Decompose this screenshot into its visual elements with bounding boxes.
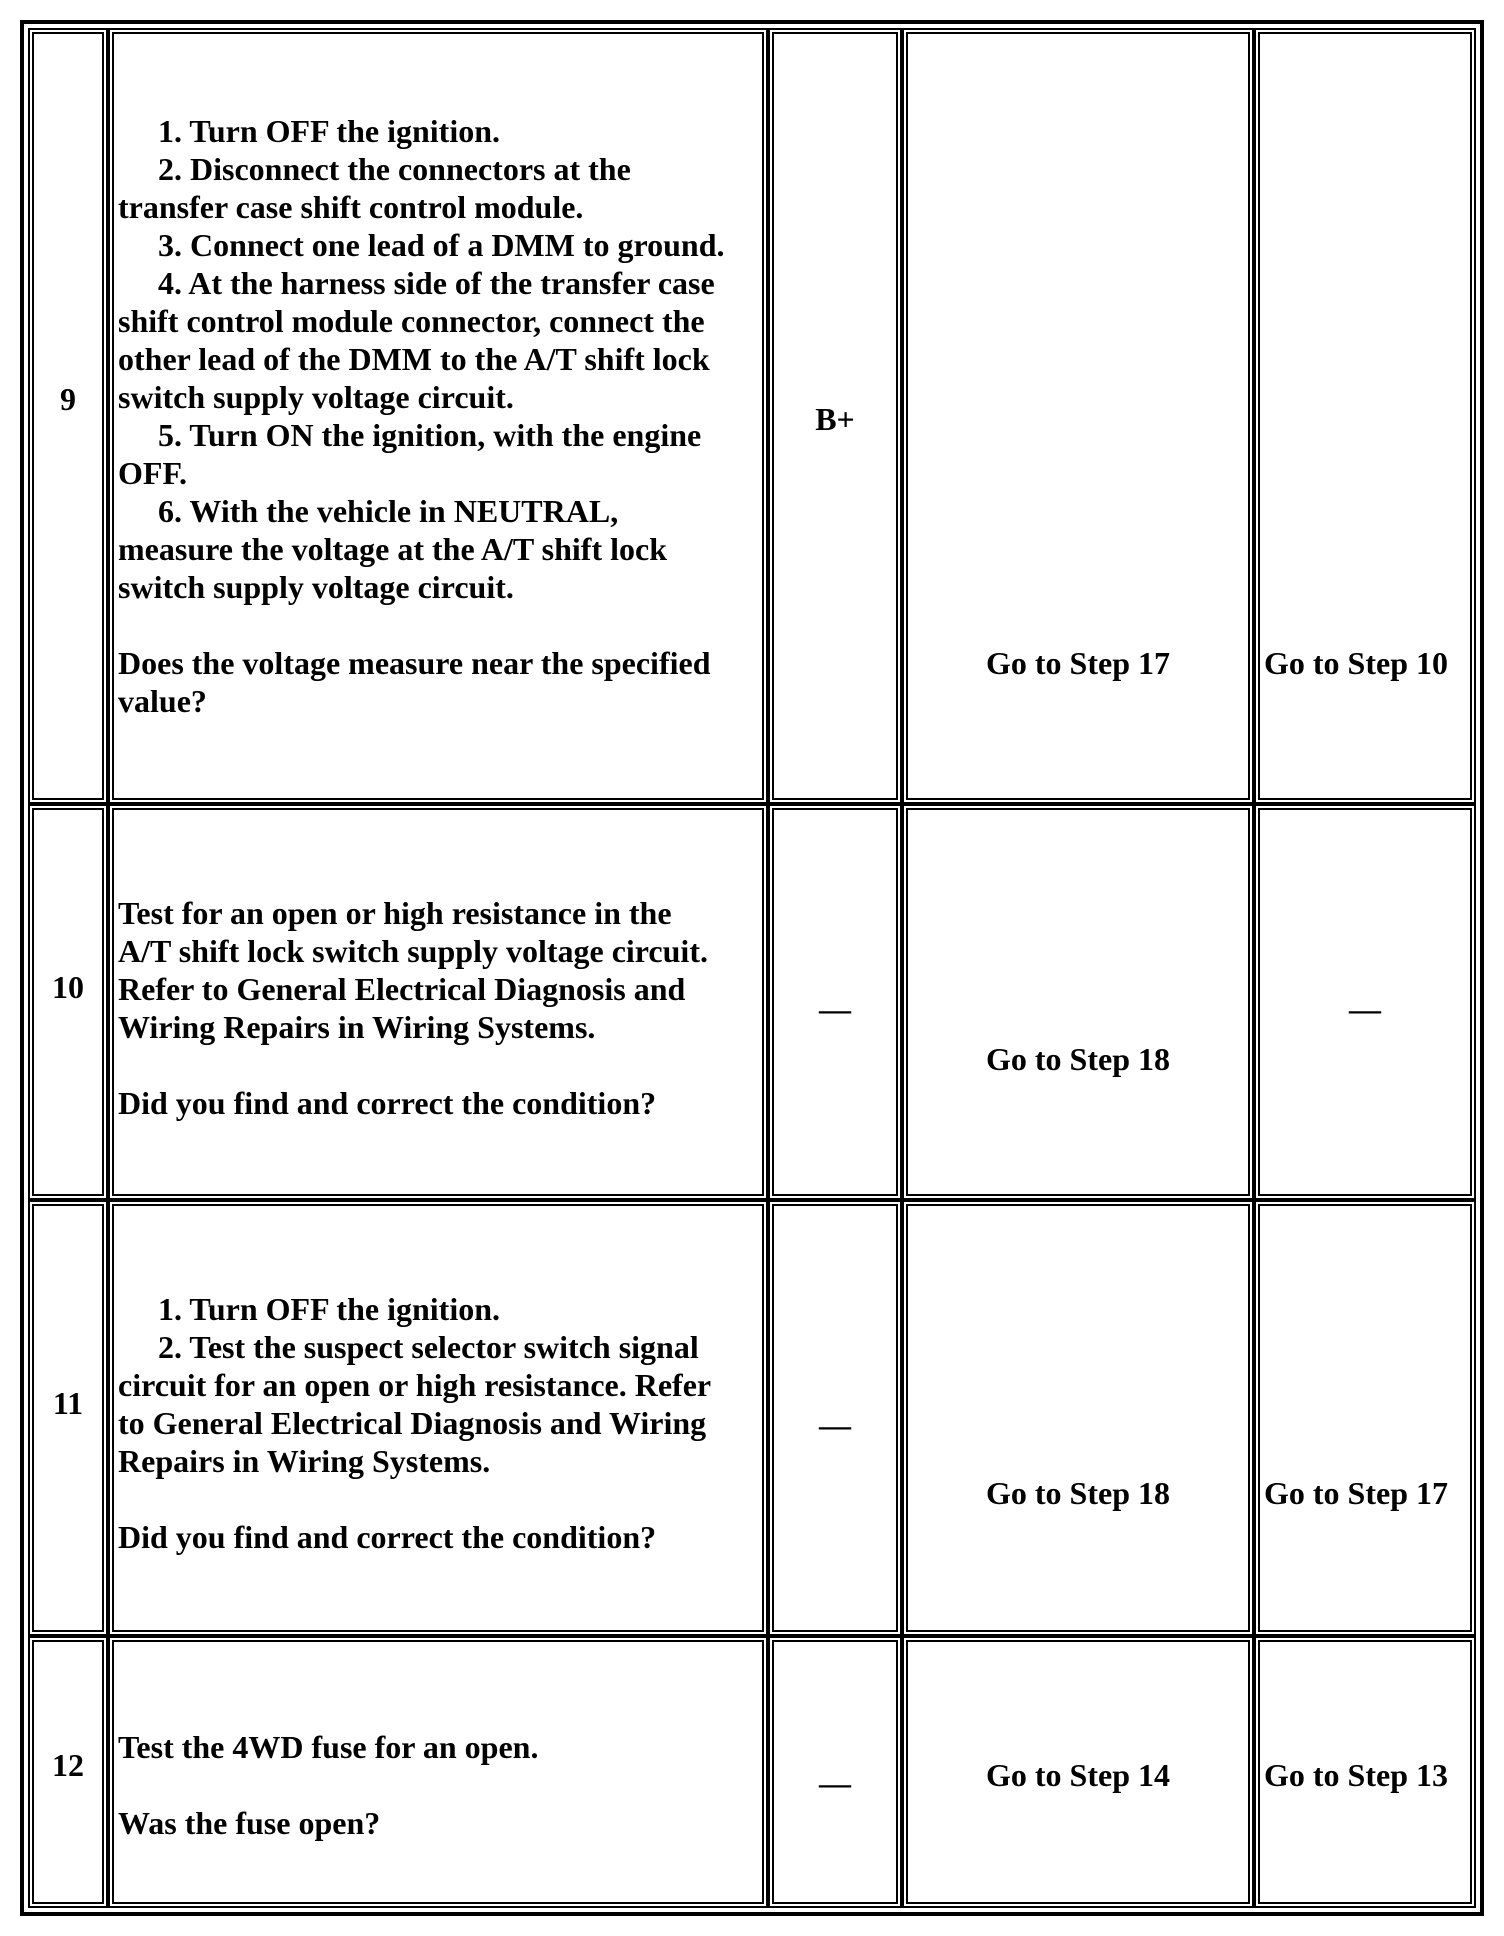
action-line: Did you find and correct the condition? — [118, 1519, 657, 1555]
value-text: — — [819, 1407, 851, 1443]
action-line: 4. At the harness side of the transfer case — [158, 265, 715, 301]
step-number: 9 — [60, 381, 76, 417]
action-line: 5. Turn ON the ignition, with the engine — [158, 417, 702, 453]
action-line: 1. Turn OFF the ignition. — [158, 1291, 500, 1327]
value-text: — — [819, 991, 851, 1027]
yes-goto-link[interactable]: Go to Step 18 — [986, 1475, 1170, 1511]
action-line: OFF. — [118, 455, 188, 491]
value-text: B+ — [815, 401, 855, 437]
action-line: to General Electrical Diagnosis and Wiring — [118, 1405, 707, 1441]
yes-goto-link[interactable]: Go to Step 17 — [986, 645, 1170, 681]
yes-cell — [902, 1200, 1254, 1636]
action-line: shift control module connector, connect the — [118, 303, 705, 339]
action-text — [118, 1290, 711, 1556]
yes-goto-link[interactable]: Go to Step 14 — [986, 1757, 1170, 1793]
action-line — [118, 1046, 708, 1084]
action-line: Test for an open or high resistance in the — [118, 895, 672, 931]
action-text — [118, 894, 708, 1122]
action-line: switch supply voltage circuit. — [118, 379, 514, 415]
action-line — [118, 1766, 538, 1804]
action-line: Test the 4WD fuse for an open. — [118, 1729, 539, 1765]
action-line: circuit for an open or high resistance. Refer — [118, 1367, 712, 1403]
action-line: A/T shift lock switch supply voltage circuit. — [118, 933, 708, 969]
action-line: 6. With the vehicle in NEUTRAL, — [158, 493, 619, 529]
step-number: 12 — [52, 1747, 84, 1783]
step-number: 11 — [52, 1385, 84, 1421]
action-text — [118, 1728, 538, 1842]
action-line: Was the fuse open? — [118, 1805, 381, 1841]
yes-cell — [902, 804, 1254, 1200]
action-line: Refer to General Electrical Diagnosis and — [118, 971, 686, 1007]
action-line: 1. Turn OFF the ignition. — [158, 113, 500, 149]
action-line — [118, 1480, 711, 1518]
no-goto-link[interactable]: Go to Step 10 — [1264, 645, 1448, 681]
value-text: — — [819, 1765, 851, 1801]
no-goto-text: — — [1349, 991, 1381, 1027]
no-cell — [1254, 28, 1476, 804]
action-line: Wiring Repairs in Wiring Systems. — [118, 1009, 596, 1045]
yes-cell — [902, 28, 1254, 804]
action-line: other lead of the DMM to the A/T shift lock — [118, 341, 710, 377]
action-line: Does the voltage measure near the specified — [118, 645, 711, 681]
action-text — [118, 112, 725, 720]
action-line: value? — [118, 683, 207, 719]
action-line: 2. Test the suspect selector switch signal — [158, 1329, 699, 1365]
action-line: measure the voltage at the A/T shift lock — [118, 531, 667, 567]
action-line: transfer case shift control module. — [118, 189, 584, 225]
no-goto-link[interactable]: Go to Step 17 — [1264, 1475, 1448, 1511]
action-line: 3. Connect one lead of a DMM to ground. — [158, 227, 725, 263]
no-goto-link[interactable]: Go to Step 13 — [1264, 1757, 1448, 1793]
no-cell — [1254, 1200, 1476, 1636]
action-line: Repairs in Wiring Systems. — [118, 1443, 491, 1479]
action-line — [118, 606, 725, 644]
action-line: 2. Disconnect the connectors at the — [158, 151, 631, 187]
step-number: 10 — [52, 969, 84, 1005]
action-line: Did you find and correct the condition? — [118, 1085, 657, 1121]
action-line: switch supply voltage circuit. — [118, 569, 514, 605]
yes-goto-link[interactable]: Go to Step 18 — [986, 1041, 1170, 1077]
